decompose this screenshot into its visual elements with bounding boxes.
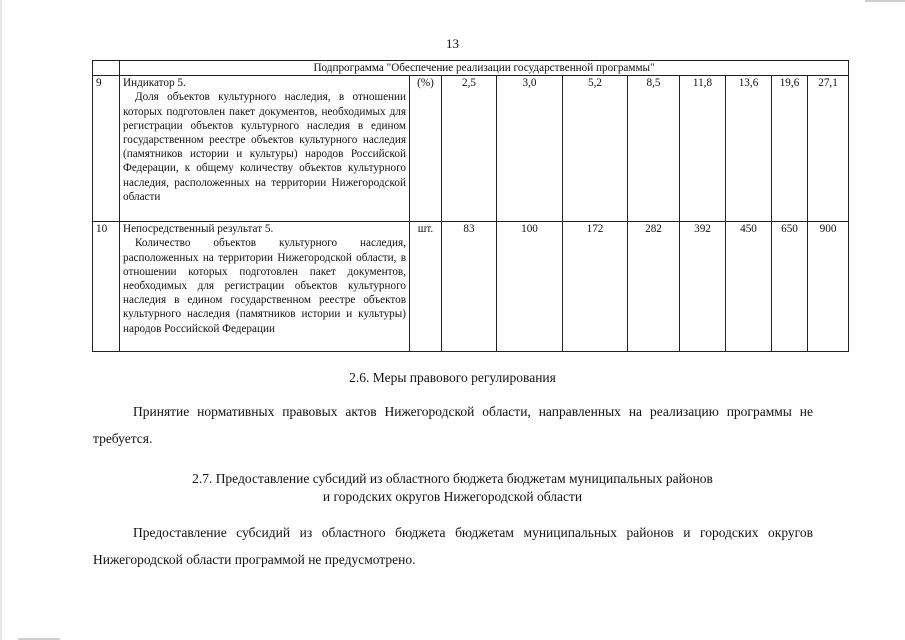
subprogram-title: Подпрограмма "Обеспечение реализации государственной программы" xyxy=(120,61,849,76)
indicators-table xyxy=(92,60,849,352)
scan-margin-mark xyxy=(0,0,2,640)
section-2-7-heading-line1: 2.7. Предоставление субсидий из областного бюджета бюджетам муниципальных районов xyxy=(192,471,713,486)
row-value: 11,8 xyxy=(680,76,726,222)
row-value: 392 xyxy=(680,222,726,352)
row-value: 8,5 xyxy=(628,76,680,222)
table-row xyxy=(93,222,849,352)
row-value: 282 xyxy=(628,222,680,352)
subprogram-row xyxy=(93,61,849,76)
row-value: 650 xyxy=(772,222,808,352)
row-value: 450 xyxy=(726,222,772,352)
row-description-cell xyxy=(120,76,410,222)
row-number: 10 xyxy=(93,222,120,352)
row-description: Доля объектов культурного наследия, в отношении которых подготовлен пакет документов, необходимых для регистрации объектов культурного наследия в едином государственном реестре объектов культурного наследия (памятников истории и культуры) народов Российской Федерации, к общему количеству объектов культурного наследия, расположенных на территории Нижегородской области xyxy=(123,91,406,203)
row-value: 172 xyxy=(563,222,628,352)
section-2-7-heading-line2: и городских округов Нижегородской области xyxy=(322,489,583,504)
subprogram-spacer-cell xyxy=(93,61,120,76)
row-description: Количество объектов культурного наследия, расположенных на территории Нижегородской области, в отношении которых подготовлен пакет документов, необходимых для регистрации объектов культурного наследия в едином государственном реестре объектов культурного наследия (памятников истории и культуры) народов Российской Федерации xyxy=(123,237,406,335)
row-unit: (%) xyxy=(410,76,442,222)
row-value: 5,2 xyxy=(563,76,628,222)
page-number: 13 xyxy=(446,36,459,51)
table-row xyxy=(93,76,849,222)
row-value: 27,1 xyxy=(808,76,849,222)
row-value: 900 xyxy=(808,222,849,352)
row-value: 83 xyxy=(442,222,497,352)
section-2-7-text: Предоставление субсидий из областного бюджета бюджетам муниципальных районов и городских округов Нижегородской области программой не предусмотрено. xyxy=(93,525,813,567)
row-description-cell xyxy=(120,222,410,352)
row-value: 100 xyxy=(497,222,563,352)
section-2-6-text: Принятие нормативных правовых актов Нижегородской области, направленных на реализацию программы не требуется. xyxy=(93,404,813,446)
row-value: 2,5 xyxy=(442,76,497,222)
row-value: 19,6 xyxy=(772,76,808,222)
section-2-6-heading: 2.6. Меры правового регулирования xyxy=(349,370,556,385)
row-number: 9 xyxy=(93,76,120,222)
row-title: Непосредственный результат 5. xyxy=(123,223,274,236)
row-title: Индикатор 5. xyxy=(123,77,186,90)
row-value: 3,0 xyxy=(497,76,563,222)
scan-corner-mark-top xyxy=(865,0,905,2)
row-value: 13,6 xyxy=(726,76,772,222)
row-unit: шт. xyxy=(410,222,442,352)
